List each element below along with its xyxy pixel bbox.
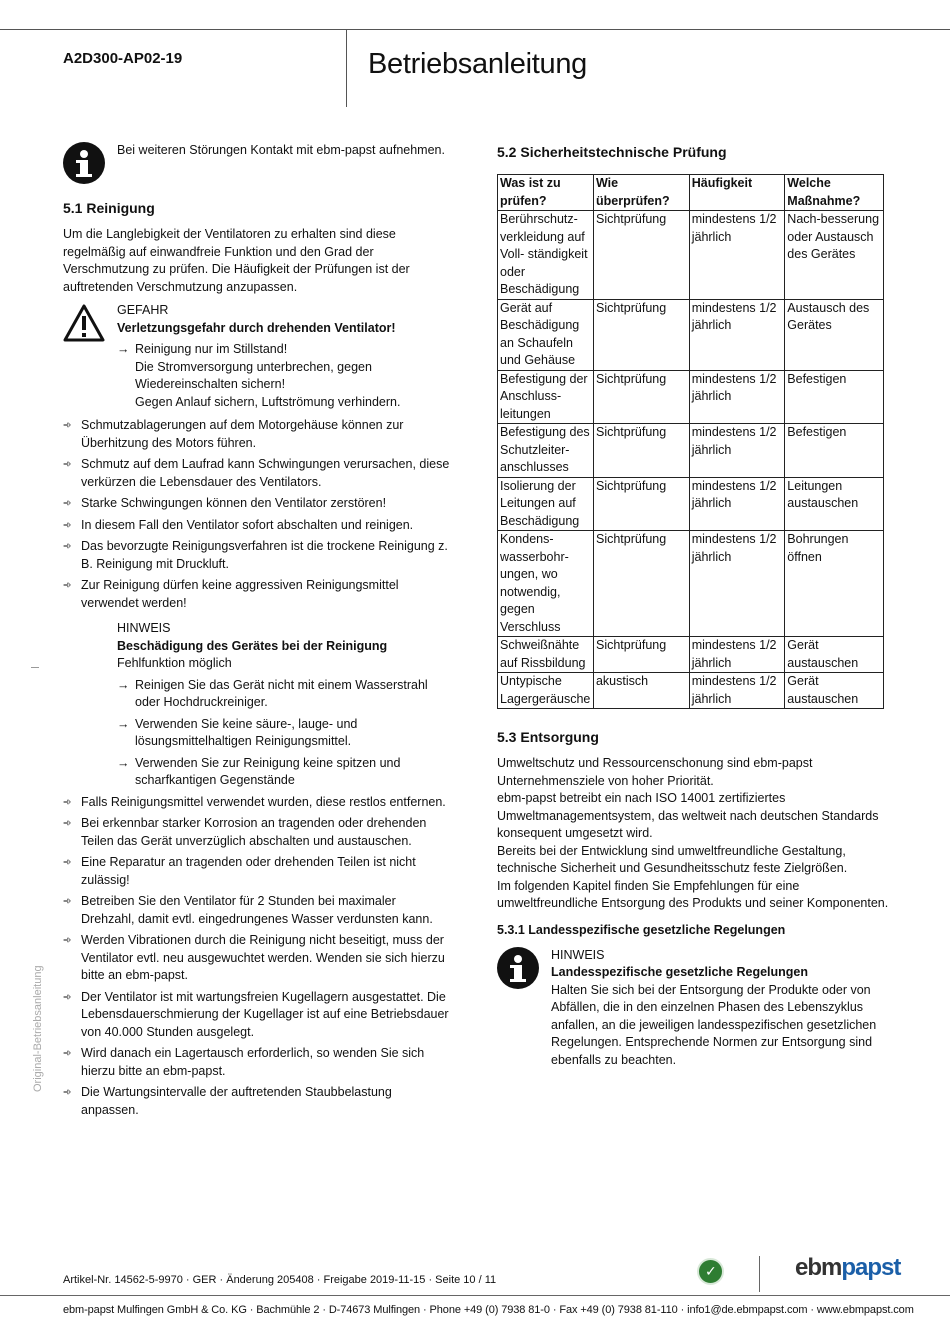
pointer-arrow-icon: ➾: [63, 519, 72, 531]
table-header-cell: Welche Maßnahme?: [785, 175, 884, 211]
table-cell: mindestens 1/2 jährlich: [689, 424, 785, 478]
pointer-arrow-icon: ➾: [63, 580, 72, 591]
table-row: [498, 673, 884, 709]
note-heading: Beschädigung des Gerätes bei der Reinigung: [117, 638, 388, 653]
table-header-row: [498, 175, 884, 211]
warning-label: GEFAHR: [117, 303, 169, 317]
ebmpapst-logo: [795, 1252, 900, 1284]
note-text: Halten Sie sich bei der Entsorgung der Produkte oder von Abfällen, die in den einzelnen Phasen des Lebenszyklus anfallen, an die jeweiligen landesspezifischen gesetzlichen Regelungen. Entsprechende Normen zur Entsorgung sind ebenfalls zu beachten.: [551, 982, 877, 1067]
list-item: ➾ Falls Reinigungsmittel verwendet wurden, diese restlos entfernen.: [63, 794, 451, 812]
note-label: HINWEIS: [551, 947, 605, 962]
table-cell: Schweißnähte auf Rissbildung: [498, 637, 594, 673]
bullet-list-a: [63, 417, 451, 612]
table-cell: mindestens 1/2 jährlich: [689, 477, 785, 531]
table-cell: Sichtprüfung: [593, 299, 689, 370]
header-top-rule: [0, 29, 950, 30]
table-cell: Gerät austauschen: [785, 637, 884, 673]
regulations-note: [497, 947, 889, 1070]
table-cell: Kondens-wasserbohr-ungen, wo notwendig, gegen Verschluss: [498, 531, 594, 637]
table-header-cell: Was ist zu prüfen?: [498, 175, 594, 211]
list-item: ➾ Das bevorzugte Reinigungsverfahren ist die trockene Reinigung z. B. Reinigung mit Druckluft.: [63, 539, 448, 571]
list-item: ➾ Zur Reinigung dürfen keine aggressiven Reinigungsmittel verwendet werden!: [63, 578, 399, 610]
safety-check-table: [497, 174, 884, 709]
document-title: Betriebsanleitung: [368, 48, 587, 80]
footer-rule: [0, 1295, 950, 1296]
note-heading: Landesspezifische gesetzliche Regelungen: [551, 965, 809, 979]
pointer-arrow-icon: ➾: [63, 796, 72, 808]
pointer-arrow-icon: ➾: [63, 1048, 72, 1059]
table-cell: Sichtprüfung: [593, 531, 689, 637]
note-arrow-item: → Verwenden Sie zur Reinigung keine spitzen und scharfkantigen Gegenstände: [117, 755, 401, 787]
table-row: [498, 299, 884, 370]
arrow-right-icon: →: [117, 677, 130, 692]
table-header-cell: Wie überprüfen?: [593, 175, 689, 211]
table-cell: Untypische Lagergeräusche: [498, 673, 594, 709]
table-cell: mindestens 1/2 jährlich: [689, 370, 785, 424]
section-title-cleaning: 5.1 Reinigung: [63, 200, 155, 216]
table-cell: Sichtprüfung: [593, 637, 689, 673]
table-cell: mindestens 1/2 jährlich: [689, 531, 785, 637]
bullet-list-b: [63, 794, 451, 1120]
list-item: ➾ In diesem Fall den Ventilator sofort abschalten und reinigen.: [63, 517, 451, 535]
table-row: [498, 637, 884, 673]
table-cell: Befestigen: [785, 424, 884, 478]
table-cell: mindestens 1/2 jährlich: [689, 299, 785, 370]
warning-detail: [117, 359, 451, 412]
table-cell: Bohrungen öffnen: [785, 531, 884, 637]
table-cell: Befestigung der Anschluss-leitungen: [498, 370, 594, 424]
info-icon: [497, 947, 539, 989]
table-cell: Gerät auf Beschädigung an Schaufeln und Gehäuse: [498, 299, 594, 370]
list-item: ➾ Betreiben Sie den Ventilator für 2 Stunden bei maximaler Drehzahl, damit evtl. eingedrungenes Wasser verdunsten kann.: [63, 894, 433, 926]
table-cell: Isolierung der Leitungen auf Beschädigung: [498, 477, 594, 531]
table-row: [498, 424, 884, 478]
list-item: ➾ Schmutz auf dem Laufrad kann Schwingungen verursachen, diese verkürzen die Lebensdauer des Ventilators.: [63, 457, 450, 489]
pointer-arrow-icon: ➾: [63, 1087, 72, 1098]
table-cell: Nach-besserung oder Austausch des Gerätes: [785, 211, 884, 300]
table-row: [498, 531, 884, 637]
arrow-right-icon: →: [117, 755, 130, 770]
green-tech-badge: [697, 1258, 724, 1285]
subsection-title-regulations: 5.3.1 Landesspezifische gesetzliche Regelungen: [497, 922, 786, 937]
list-item: ➾ Werden Vibrationen durch die Reinigung nicht beseitigt, muss der Ventilator evtl. neu ausgewuchtet werden. Wenden sie sich hierzu bitte an ebm-papst.: [63, 933, 445, 982]
danger-warning: [63, 302, 451, 411]
warning-line: Gegen Anlauf sichern, Luftströmung verhindern.: [135, 394, 401, 409]
cleaning-note: [63, 620, 451, 790]
table-cell: mindestens 1/2 jährlich: [689, 211, 785, 300]
right-column: [497, 142, 889, 1069]
table-cell: Sichtprüfung: [593, 477, 689, 531]
list-item: ➾ Eine Reparatur an tragenden oder drehenden Teilen ist nicht zulässig!: [63, 855, 416, 887]
logo-papst: papst: [841, 1254, 901, 1281]
pointer-arrow-icon: ➾: [63, 541, 72, 552]
table-cell: Austausch des Gerätes: [785, 299, 884, 370]
info-icon: [63, 142, 105, 184]
pointer-arrow-icon: ➾: [63, 459, 72, 470]
table-cell: Befestigen: [785, 370, 884, 424]
warning-arrow-text: Reinigung nur im Stillstand!: [135, 342, 288, 356]
info-notice: [63, 142, 451, 190]
table-cell: Sichtprüfung: [593, 370, 689, 424]
section-title-disposal: 5.3 Entsorgung: [497, 729, 599, 745]
logo-ebm: ebm: [795, 1254, 842, 1281]
list-item: ➾ Schmutzablagerungen auf dem Motorgehäuse können zur Überhitzung des Motors führen.: [63, 418, 404, 450]
footer-article-info: Artikel-Nr. 14562-5-9970 · GER · Änderung 205408 · Freigabe 2019-11-15 · Seite 10 / 11: [63, 1274, 497, 1286]
footer-company-info: ebm-papst Mulfingen GmbH & Co. KG · Bachmühle 2 · D-74673 Mulfingen · Phone +49 (0) 7938 81-0 · Fax +49 (0) 7938 81-110 · info1@de.ebmpapst.com · www.ebmpapst.com: [63, 1304, 914, 1316]
table-cell: akustisch: [593, 673, 689, 709]
list-item: ➾ Der Ventilator ist mit wartungsfreien Kugellagern ausgestattet. Die Lebensdauerschmierung der Kugellager ist auf eine Betriebsdauer von 40.000 Stunden ausgelegt.: [63, 989, 449, 1039]
left-column: [63, 142, 451, 1119]
list-item: ➾ Starke Schwingungen können den Ventilator zerstören!: [63, 495, 451, 513]
note-sub: Fehlfunktion möglich: [117, 656, 232, 670]
disposal-paragraph: Im folgenden Kapitel finden Sie Empfehlungen für eine umweltfreundliche Entsorgung des Produkts und seiner Komponenten.: [497, 878, 889, 910]
pointer-arrow-icon: ➾: [63, 420, 72, 431]
section-title-safety-check: 5.2 Sicherheitstechnische Prüfung: [497, 144, 727, 160]
margin-tick: [31, 667, 39, 668]
warning-line: Die Stromversorgung unterbrechen, gegen: [135, 359, 372, 374]
table-cell: mindestens 1/2 jährlich: [689, 673, 785, 709]
document-id: A2D300-AP02-19: [63, 50, 183, 67]
list-item: ➾ Die Wartungsintervalle der auftretenden Staubbelastung anpassen.: [63, 1085, 392, 1117]
table-cell: Sichtprüfung: [593, 424, 689, 478]
note-arrow-item: → Verwenden Sie keine säure-, lauge- und lösungsmittelhaltigen Reinigungsmittel.: [117, 716, 358, 748]
disposal-paragraph: Bereits bei der Entwicklung sind umweltfreundliche Gestaltung, technische Sicherheit und Gesundheitsschutz feste Zielgrößen.: [497, 843, 848, 875]
warning-triangle-icon: [63, 304, 105, 342]
pointer-arrow-icon: ➾: [63, 896, 72, 907]
note-arrow-item: → Reinigen Sie das Gerät nicht mit einem Wasserstrahl oder Hochdruckreiniger.: [117, 677, 428, 709]
warning-arrow-item: [117, 341, 451, 359]
table-cell: Befestigung des Schutzleiter-anschlusses: [498, 424, 594, 478]
table-row: [498, 477, 884, 531]
pointer-arrow-icon: ➾: [63, 991, 72, 1003]
table-cell: Berührschutz-verkleidung auf Voll- ständigkeit oder Beschädigung: [498, 211, 594, 300]
sidebar-label: Original-Betriebsanleitung: [32, 965, 44, 1092]
pointer-arrow-icon: ➾: [63, 498, 72, 509]
logo-divider: [759, 1256, 760, 1292]
table-cell: Leitungen austauschen: [785, 477, 884, 531]
note-label: HINWEIS: [117, 621, 171, 635]
disposal-paragraph: Umweltschutz und Ressourcenschonung sind ebm-papst Unternehmensziele von hoher Priorität.: [497, 756, 813, 788]
disposal-paragraph: ebm-papst betreibt ein nach ISO 14001 zertifiziertes Umweltmanagementsystem, das weltweit nach deutschen Standards konsequent umgesetzt wird.: [497, 791, 879, 840]
info-notice-text: Bei weiteren Störungen Kontakt mit ebm-papst aufnehmen.: [117, 143, 445, 157]
checkmark-icon: ✓: [705, 1263, 717, 1279]
disposal-text: [497, 755, 889, 913]
warning-line: Wiedereinschalten sichern!: [135, 377, 286, 391]
list-item: ➾ Bei erkennbar starker Korrosion an tragenden oder drehenden Teilen das Gerät unverzüglich abschalten und austauschen.: [63, 816, 427, 848]
table-row: [498, 211, 884, 300]
cleaning-intro: Um die Langlebigkeit der Ventilatoren zu erhalten sind diese regelmäßig auf einwandfreie Funktion und den Grad der Verschmutzung zu prüfen. Die Häufigkeit der Prüfungen ist der auftretenden Verschmutzung anzupassen.: [63, 227, 410, 294]
table-row: [498, 370, 884, 424]
table-cell: Gerät austauschen: [785, 673, 884, 709]
arrow-right-icon: →: [117, 342, 130, 356]
list-item: ➾ Wird danach ein Lagertausch erforderlich, so wenden Sie sich hierzu bitte an ebm-papst.: [63, 1046, 425, 1078]
pointer-arrow-icon: ➾: [63, 818, 72, 829]
warning-heading: Verletzungsgefahr durch drehenden Ventilator!: [117, 320, 396, 335]
table-header-cell: Häufigkeit: [689, 175, 785, 211]
header-divider: [346, 29, 347, 107]
arrow-right-icon: →: [117, 716, 130, 731]
pointer-arrow-icon: ➾: [63, 857, 72, 868]
table-cell: Sichtprüfung: [593, 211, 689, 300]
table-cell: mindestens 1/2 jährlich: [689, 637, 785, 673]
pointer-arrow-icon: ➾: [63, 935, 72, 946]
